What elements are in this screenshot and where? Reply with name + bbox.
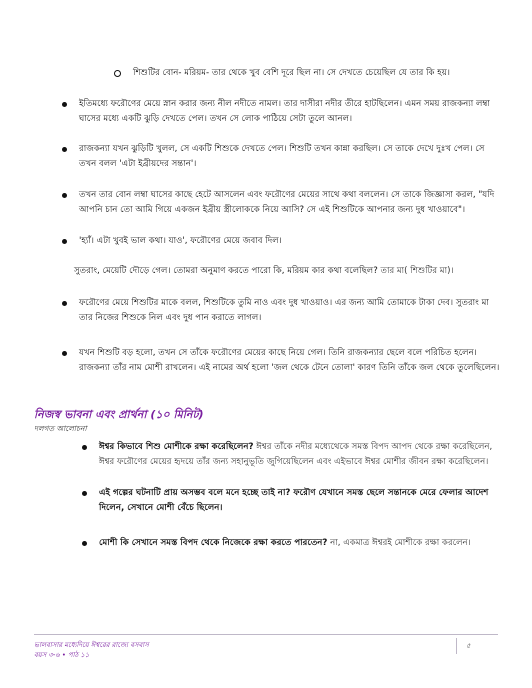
bullet-icon	[62, 351, 67, 356]
qa-item	[82, 440, 502, 470]
qa-item	[82, 486, 502, 516]
footer-divider	[34, 634, 498, 635]
answer-text: ঈশ্বর তাঁকে নদীর মধ্যেথেকে সমস্ত বিপদ আপদ থেকে রক্ষা করেছিলেন, ঈশ্বর ফরৌণের মেয়ের হৃদয়ে তাঁর জন্য সহানুভূতি জুগিয়েছিলেন এবং এইভাবে ঈশ্বর মোশীর জীবন রক্ষা করেছিলেন।	[99, 442, 493, 467]
footer	[34, 640, 149, 660]
bullet-icon	[82, 445, 87, 450]
paragraph: 'হ্যাঁ। এটা খুবই ভাল কথা। যাও', ফরৌণের মেয়ে জবাব দিল।	[79, 236, 282, 246]
bullet-icon	[62, 193, 67, 198]
footer-separator	[456, 638, 457, 654]
paragraph: ইতিমধ্যে ফরৌণের মেয়ে স্নান করার জন্য নীল নদীতে নামল। তার দাসীরা নদীর তীরে হাটছিলেন। এমন সময় রাজকন্যা লম্বা ঘাসের মধ্যে একটি ঝুড়ি দেখতে পেল। তখন সে লোক পাঠিয়ে সেটা তুলে আনল।	[79, 99, 490, 124]
paragraph-plain	[74, 264, 504, 279]
bullet-icon	[82, 541, 87, 546]
list-item	[62, 188, 504, 218]
bullet-icon	[62, 147, 67, 152]
question-text: এই গল্পের ঘটনাটি প্রায় অসম্ভব বলে মনে হচ্ছে তাই না? ফরৌণ যেখানে সমস্ত ছেলে সন্তানকে মেরে ফেলার আদেশ দিলেন, সেখানে মোশী বেঁচে ছিলেন।	[99, 488, 489, 513]
bullet-icon	[62, 239, 67, 244]
bullet-icon	[82, 491, 87, 496]
bullet-icon	[62, 301, 67, 306]
list-item	[62, 142, 504, 172]
list-item	[62, 346, 504, 376]
qa-item	[82, 536, 502, 551]
list-item	[114, 66, 504, 81]
paragraph: ফরৌণের মেয়ে শিশুটির মাকে বলল, শিশুটিকে তুমি নাও এবং দুধ খাওয়াও। এর জন্য আমি তোমাকে টাকা দেব। সুতরাং মা তার নিজের শিশুকে নিল এবং দুধ পান করাতে লাগল।	[79, 298, 489, 323]
paragraph: রাজকন্যা যখন ঝুড়িটি খুলল, সে একটি শিশুকে দেখতে পেল। শিশুটি তখন কান্না করছিল। সে তাকে দেখে দুঃখ পেল। সে তখন বলল 'এটা ইব্রীয়দের সন্তান'।	[79, 144, 485, 169]
question-text: মোশী কি সেখানে সমস্ত বিপদ থেকে নিজেকে রক্ষা করতে পারতেন?	[99, 538, 328, 548]
footer-title: ভালবাসার মধ্যেদিয়ে ঈশ্বরের রাজ্যে বসবাস	[34, 641, 149, 649]
list-item	[62, 97, 504, 127]
answer-text: তার মা( শিশুটির মা)।	[377, 266, 454, 276]
question-text: সুতরাং, মেয়েটি দৌড়ে গেল। তোমরা অনুমাণ করতে পারো কি, মরিয়ম কার কথা বলেছিল?	[74, 266, 378, 276]
paragraph: যখন শিশুটি বড় হলো, তখন সে তাঁকে ফরৌণের মেয়ের কাছে নিয়ে গেল। তিনি রাজকন্যার ছেলে বলে পরিচিত হলেন। রাজকন্যা তাঁর নাম মোশী রাখলেন। এই নামের অর্থ হলো 'জল থেকে টেনে তোলা' কারণ তিনি তাঁকে জল থেকে তুলেছিলেন।	[79, 348, 500, 373]
footer-lesson: বয়স ৩-৬ • পাঠ ১১	[34, 651, 90, 659]
section-title: নিজস্ব ভাবনা এবং প্রার্থনা (১০ মিনিট)	[34, 408, 204, 421]
answer-text: না, একমাত্র ঈশ্বরই মোশীকে রক্ষা করলেন।	[327, 538, 471, 548]
page-number: ৫	[466, 642, 471, 650]
section-subtitle: দলগত আলোচনা	[34, 424, 87, 433]
bullet-icon	[62, 102, 67, 107]
list-item	[62, 234, 504, 249]
question-text: ঈশ্বর কিভাবে শিশু মোশীকে রক্ষা করেছিলেন?	[99, 442, 254, 452]
paragraph: শিশুটির বোন- মরিয়ম- তার থেকে খুব বেশি দূরে ছিল না। সে দেখতে চেয়েছিল যে তার কি হয়।	[133, 68, 450, 78]
list-item	[62, 296, 504, 326]
paragraph: তখন তার বোন লম্বা ঘাসের কাছে হেটে আসলেন এবং ফরৌণের মেয়ের সাথে কথা বললেন। সে তাকে জিজ্ঞাসা করল, "যদি আপনি চান তো আমি গিয়ে একজন ইব্রীয় স্ত্রীলোককে নিয়ে আসি? সে এই শিশুটিকে আপনার জন্য দুধ খাওয়াবে"।	[79, 190, 495, 215]
circle-bullet-icon	[114, 70, 121, 77]
